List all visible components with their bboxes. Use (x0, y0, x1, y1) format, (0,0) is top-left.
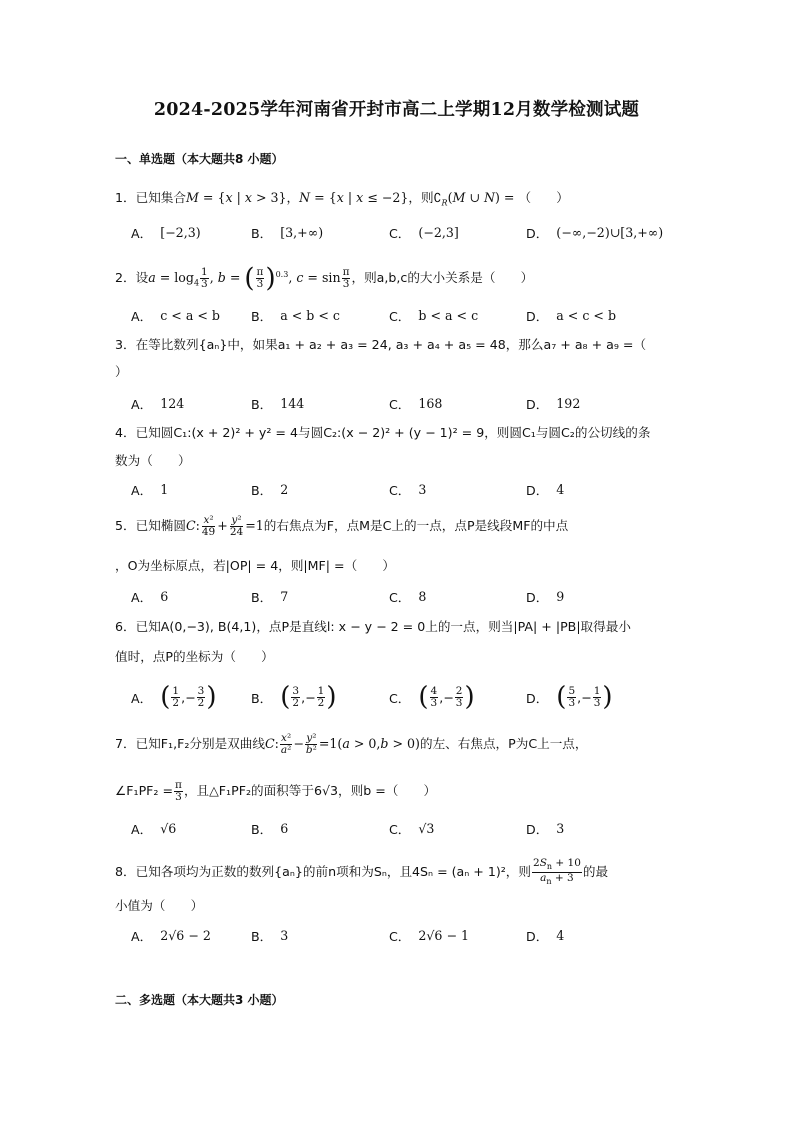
option-c[interactable]: C． ( $\frac{4}{3}$ ,− $\frac{2}{3}$ ) (389, 682, 475, 712)
page-title: 2024-2025学年河南省开封市高二上学期12月数学检测试题 (153, 100, 640, 120)
option-c[interactable]: C． (−2,3] (389, 224, 459, 241)
option-a[interactable]: A． 6 (131, 588, 169, 605)
question-2-prefix: 2．设 (115, 270, 149, 286)
question-1-options (131, 219, 691, 245)
option-a[interactable]: A． 124 (131, 395, 185, 412)
section-multiple-choice: 二、多选题（本大题共3 小题） (115, 993, 284, 1007)
question-6-options (131, 680, 691, 714)
question-3-options (131, 390, 691, 416)
option-a[interactable]: A． c < a < b (131, 307, 220, 324)
option-b[interactable]: B． [3,+∞) (251, 224, 324, 241)
option-c[interactable]: C． 168 (389, 395, 443, 412)
question-7-line2: ∠F₁PF₂ = $\frac{\pi}{3}$ ，且△F₁PF₂的面积等于6√3，则b =（ ） (115, 779, 437, 803)
question-5-line2: ，O为坐标原点，若|OP| = 4，则|MF| =（ ） (115, 558, 395, 573)
option-b[interactable]: B． 144 (251, 395, 305, 412)
question-4-line1: 4．已知圆C₁:(x + 2)² + y² = 4与圆C₂:(x − 2)² + (y − 1)² = 9，则圆C₁与圆C₂的公切线的条 (115, 425, 651, 440)
option-b[interactable]: B． ( $\frac{3}{2}$ ,− $\frac{1}{2}$ ) (251, 682, 337, 712)
question-8-line2: 小值为（ ） (115, 898, 204, 913)
option-d[interactable]: D． 3 (526, 820, 565, 837)
option-c[interactable]: C． √3 (389, 820, 435, 837)
question-3-line2: ） (115, 364, 128, 379)
option-b[interactable]: B． 2 (251, 481, 289, 498)
option-b[interactable]: B． 3 (251, 927, 289, 944)
question-4-options (131, 476, 691, 502)
question-7-line1: 7．已知F₁,F₂分别是双曲线C: $\frac{\text{x²}}{\text{a²}}$ − $\frac{\text{y²}}{\text{b²}}$ =1(a > 0,b > 0)的左、右焦点，P为C上一点， (115, 732, 588, 756)
question-1: 1．已知集合M = {x | x > 3}，N = {x | x ≤ −2}，则$∁_R(M$ ∪ N) = （ ） (115, 190, 569, 208)
option-d[interactable]: D． 4 (526, 927, 565, 944)
option-a[interactable]: A． 1 (131, 481, 169, 498)
option-d[interactable]: D． 4 (526, 481, 565, 498)
question-6-line1: 6．已知A(0,−3), B(4,1)，点P是直线l: x − y − 2 = 0上的一点，则当|PA| + |PB|取得最小 (115, 619, 631, 634)
option-a[interactable]: A． [−2,3) (131, 224, 201, 241)
section-single-choice: 一、单选题（本大题共8 小题） (115, 152, 284, 166)
question-3-line1: 3．在等比数列{aₙ}中，如果a₁ + a₂ + a₃ = 24, a₃ + a₄ + a₅ = 48，那么a₇ + a₈ + a₉ =（ (115, 337, 647, 352)
option-c[interactable]: C． b < a < c (389, 307, 479, 324)
option-b[interactable]: B． a < b < c (251, 307, 340, 324)
option-d[interactable]: D． 9 (526, 588, 565, 605)
option-d[interactable]: D． (−∞,−2)∪[3,+∞) (526, 224, 664, 241)
question-5-options (131, 583, 691, 609)
option-c[interactable]: C． 8 (389, 588, 427, 605)
option-c[interactable]: C． 2√6 − 1 (389, 927, 470, 944)
question-2-suffix: ，则a,b,c的大小关系是（ ） (351, 270, 534, 286)
option-a[interactable]: A． 2√6 − 2 (131, 927, 211, 944)
option-a[interactable]: A． √6 (131, 820, 177, 837)
question-4-line2: 数为（ ） (115, 453, 191, 468)
option-b[interactable]: B． 7 (251, 588, 289, 605)
option-a[interactable]: A． ( $\frac{1}{2}$ ,− $\frac{3}{2}$ ) (131, 682, 217, 712)
question-5-line1: 5．已知椭圆C: $\frac{\text{x²}}{49}$ + $\frac{\text{y²}}{24}$ =1的右焦点为F，点M是C上的一点，点P是线段MF的中点 (115, 514, 569, 538)
question-8-line1: 8．已知各项均为正数的数列{aₙ}的前n项和为Sₙ，且4Sₙ = (aₙ + 1)²，则 $\frac{2S_n + 10}{a_n + 3}$ 的最 (115, 857, 609, 887)
question-7-options (131, 815, 691, 841)
option-d[interactable]: D． 192 (526, 395, 581, 412)
question-2: 2．设$a = \log_4$ $\frac{1}{3}$ , b = ( $\frac{\pi}{3}$ )$^{0.3}$, c = sin $\frac{\pi}{3}$ ，则a,b,c的大小关系是（ ） (115, 263, 534, 294)
option-d[interactable]: D． ( $\frac{5}{3}$ ,− $\frac{1}{3}$ ) (526, 682, 613, 712)
option-d[interactable]: D． a < c < b (526, 307, 617, 324)
question-8-options (131, 922, 691, 948)
question-2-options (131, 302, 691, 328)
question-6-line2: 值时，点P的坐标为（ ） (115, 649, 274, 664)
option-b[interactable]: B． 6 (251, 820, 289, 837)
question-1-prefix: 1．已知集合 (115, 190, 186, 205)
option-c[interactable]: C． 3 (389, 481, 427, 498)
